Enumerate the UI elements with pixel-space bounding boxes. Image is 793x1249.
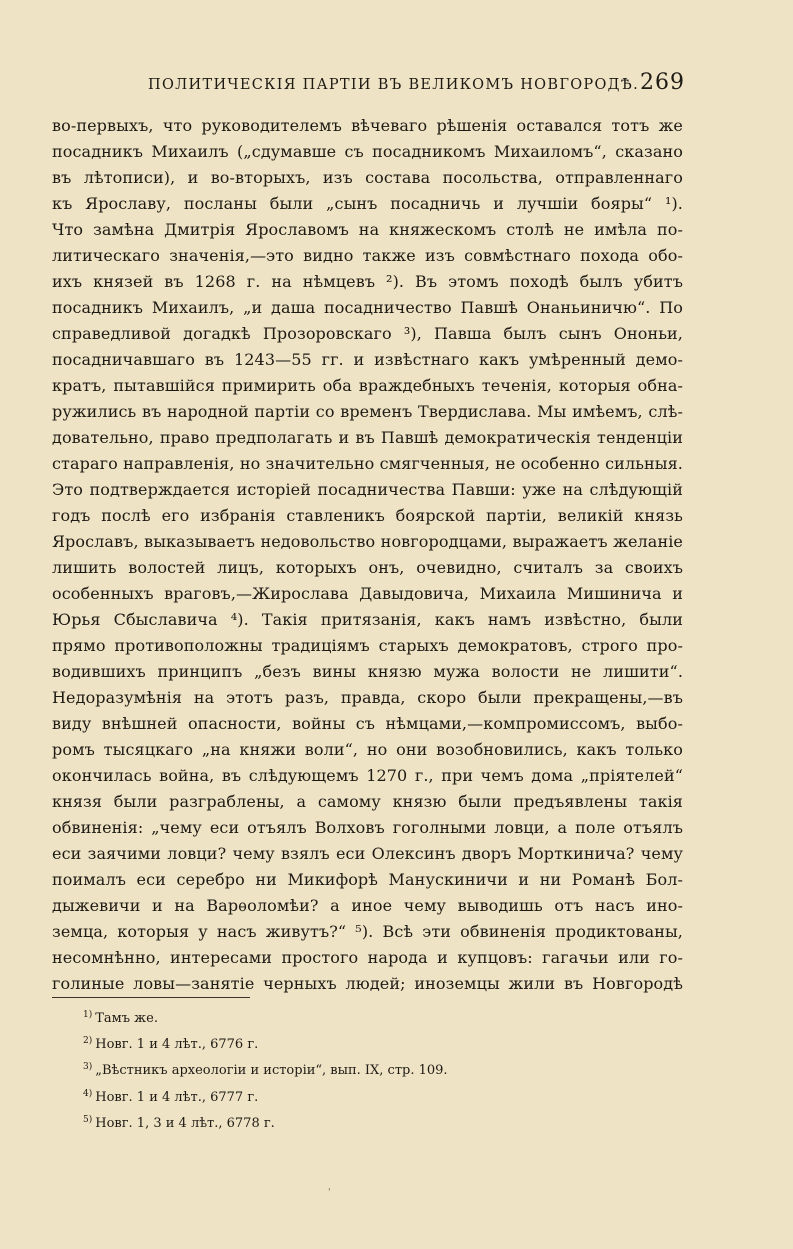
body-line: поималъ еси серебро ни Микифорѣ Манускиничи и ни Романѣ Бол- xyxy=(52,870,683,889)
footnote-text: Новг. 1 и 4 лѣт., 6776 г. xyxy=(95,1037,259,1053)
body-text xyxy=(52,113,683,997)
body-line: голиные ловы—занятіе черныхъ людей; иноземцы жили въ Новгородѣ xyxy=(52,974,683,993)
header-title: ПОЛИТИЧЕСКІЯ ПАРТІИ ВЪ ВЕЛИКОМЪ НОВГОРОДѢ. xyxy=(148,77,640,93)
body-line: виду внѣшней опасности, войны съ нѣмцами,—компромиссомъ, выбо- xyxy=(52,714,683,733)
body-line: годъ послѣ его избранія ставленикъ боярской партіи, великій князь xyxy=(52,506,683,525)
body-line: земца, которыя у насъ живутъ?“ ⁵). Всѣ эти обвиненія продиктованы, xyxy=(52,922,683,941)
body-line: ромъ тысяцкаго „на княжи воли“, но они возобновились, какъ только xyxy=(52,740,683,759)
body-line: Что замѣна Дмитрія Ярославомъ на княжескомъ столѣ не имѣла по- xyxy=(52,220,683,239)
body-line: прямо противоположны традиціямъ старыхъ демократовъ, строго про- xyxy=(52,636,683,655)
footnote-marker: 5) xyxy=(83,1114,93,1125)
running-header xyxy=(148,70,685,100)
page-number: 269 xyxy=(640,70,685,95)
footnote xyxy=(83,1083,448,1109)
footnote-marker: 2) xyxy=(83,1036,93,1047)
body-line: къ Ярославу, посланы были „сынъ посадничь и лучшіи бояры“ ¹). xyxy=(52,194,683,213)
body-line: Это подтверждается исторіей посадничества Павши: уже на слѣдующій xyxy=(52,480,683,499)
body-line: въ лѣтописи), и во-вторыхъ, изъ состава посольства, отправленнаго xyxy=(52,168,683,187)
footnote xyxy=(83,1109,448,1135)
footnote-marker: 1) xyxy=(83,1010,93,1020)
body-line: ихъ князей въ 1268 г. на нѣмцевъ ²). Въ этомъ походѣ былъ убитъ xyxy=(52,272,683,291)
body-line: Юрья Сбыславича ⁴). Такія притязанія, какъ намъ извѣстно, были xyxy=(52,610,683,629)
stray-mark: ' xyxy=(328,1188,331,1198)
body-line: Недоразумѣнія на этотъ разъ, правда, скоро были прекращены,—въ xyxy=(52,688,683,707)
body-line: лишить волостей лицъ, которыхъ онъ, очевидно, считалъ за своихъ xyxy=(52,558,683,577)
body-line: окончилась война, въ слѣдующемъ 1270 г., при чемъ дома „пріятелей“ xyxy=(52,766,683,785)
footnote-marker: 3) xyxy=(83,1062,93,1073)
footnote-marker: 4) xyxy=(83,1088,93,1099)
body-line: особенныхъ враговъ,—Жирослава Давыдовича, Михаила Мишинича и xyxy=(52,584,683,603)
body-line: справедливой догадкѣ Прозоровскаго ³), Павша былъ сынъ Ононьи, xyxy=(52,324,683,343)
footnotes xyxy=(83,1004,448,1135)
footnote-text: Новг. 1, 3 и 4 лѣт., 6778 г. xyxy=(95,1115,275,1131)
body-line: дыжевичи и на Варѳоломѣи? а иное чему выводишь отъ насъ ино- xyxy=(52,896,683,915)
footnote-text: „Вѣстникъ археологіи и исторіи“, вып. IX, стр. 109. xyxy=(95,1063,448,1079)
footnote-divider xyxy=(52,997,250,998)
body-line: несомнѣнно, интересами простого народа и купцовъ: гагачьи или го- xyxy=(52,948,683,967)
body-line: посадникъ Михаилъ, „и даша посадничество Павшѣ Онаньиничю“. По xyxy=(52,298,683,317)
body-line: посадникъ Михаилъ („сдумавше съ посадникомъ Михаиломъ“, сказано xyxy=(52,142,683,161)
body-line: князя были разграблены, а самому князю были предъявлены такія xyxy=(52,792,683,811)
body-line: Ярославъ, выказываетъ недовольство новгородцами, выражаетъ желаніе xyxy=(52,532,683,551)
body-line: во-первыхъ, что руководителемъ вѣчеваго рѣшенія оставался тотъ же xyxy=(52,116,683,135)
body-line: посадничавшаго въ 1243—55 гг. и извѣстнаго какъ умѣренный демо- xyxy=(52,350,683,369)
body-line: водившихъ принципъ „безъ вины князю мужа волости не лишити“. xyxy=(52,662,683,681)
footnote xyxy=(83,1030,448,1056)
body-line: стараго направленія, но значительно смягченныя, не особенно сильныя. xyxy=(52,454,683,473)
body-line: довательно, право предполагать и въ Павшѣ демократическія тенденціи xyxy=(52,428,683,447)
body-line: кратъ, пытавшійся примирить оба враждебныхъ теченія, которыя обна- xyxy=(52,376,683,395)
footnote xyxy=(83,1056,448,1082)
body-line: еси заячими ловци? чему взялъ еси Олексинъ дворъ Морткинича? чему xyxy=(52,844,683,863)
body-line: обвиненія: „чему еси отъялъ Волховъ гоголными ловци, а поле отъялъ xyxy=(52,818,683,837)
body-line: ружились въ народной партіи со временъ Твердислава. Мы имѣемъ, слѣ- xyxy=(52,402,683,421)
footnote xyxy=(83,1004,448,1030)
body-line: литическаго значенія,—это видно также изъ совмѣстнаго похода обо- xyxy=(52,246,683,265)
footnote-text: Новг. 1 и 4 лѣт., 6777 г. xyxy=(95,1089,259,1105)
footnote-text: Тамъ же. xyxy=(95,1011,158,1026)
